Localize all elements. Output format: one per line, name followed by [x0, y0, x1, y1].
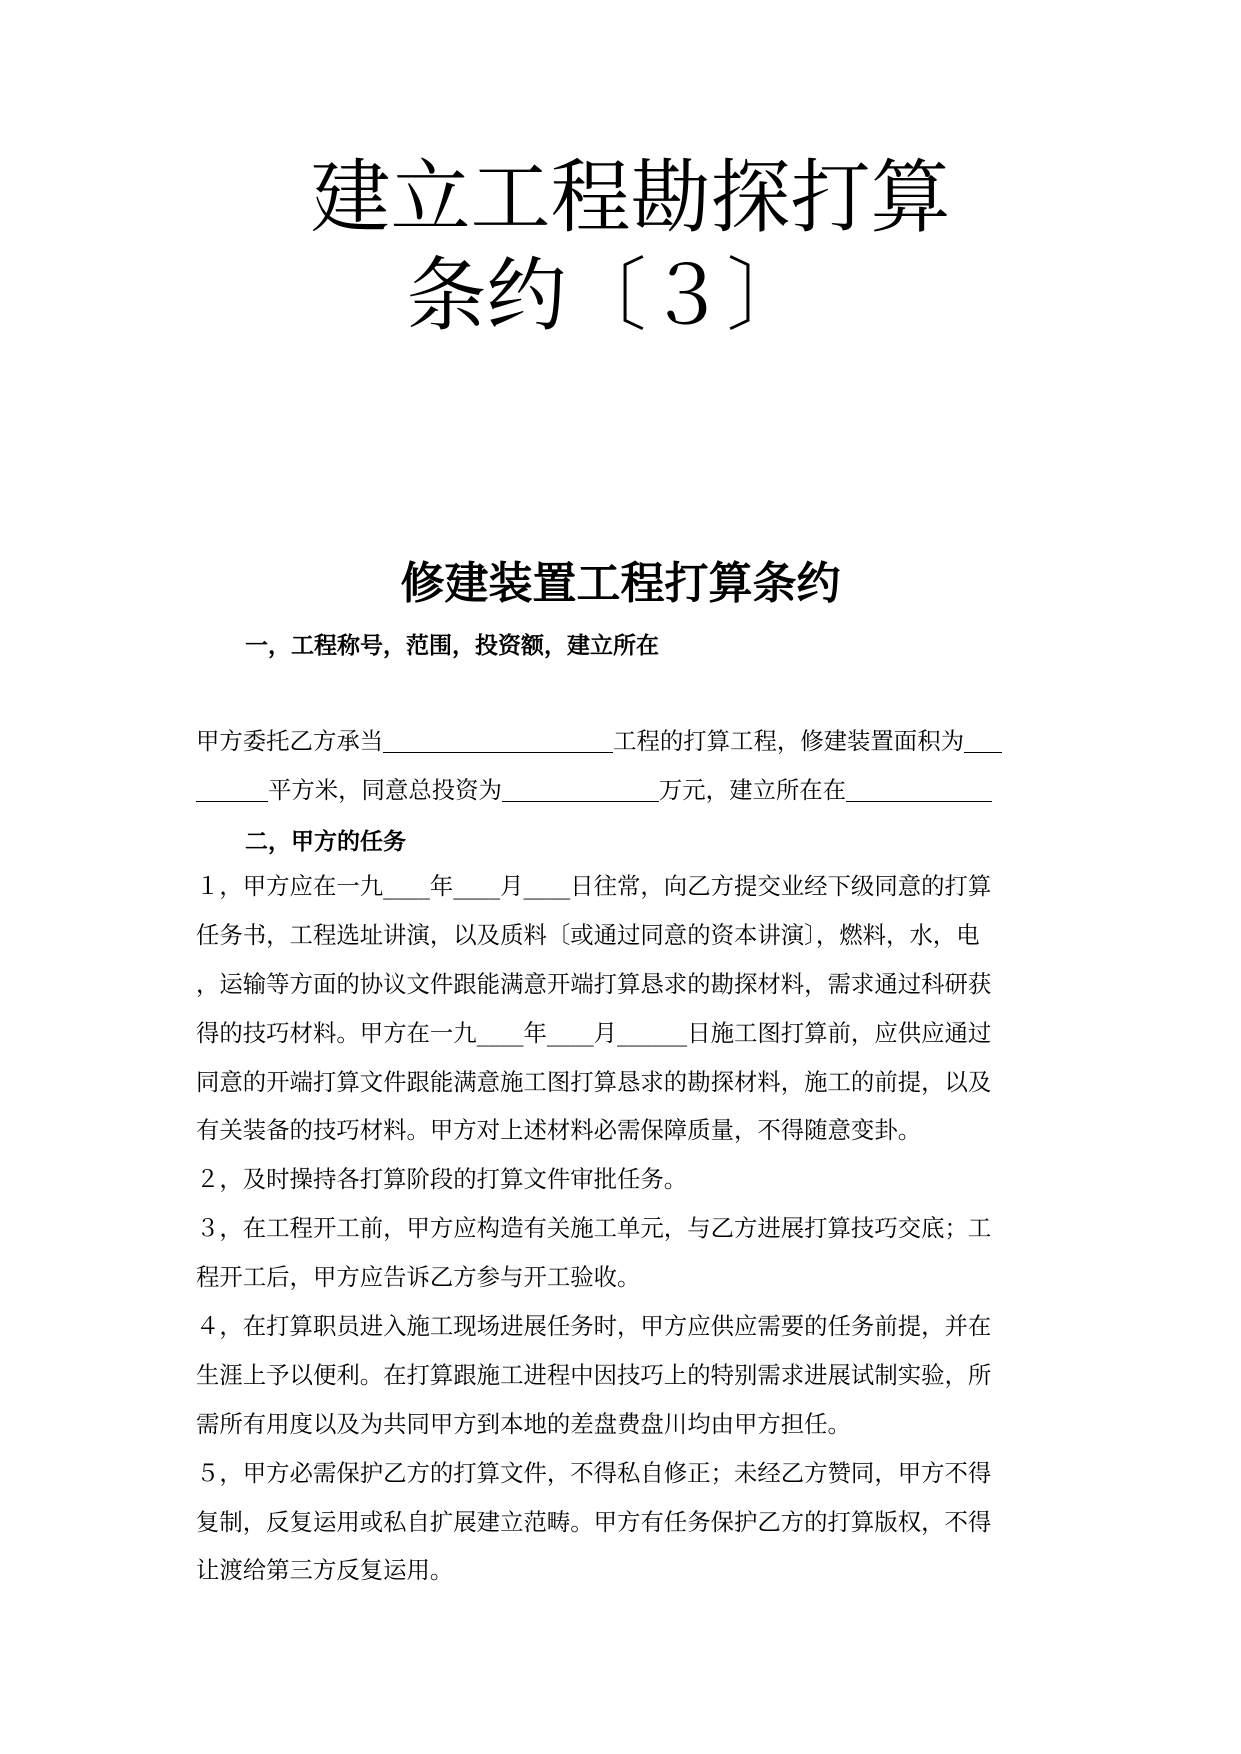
contract-subtitle: 修建装置工程打算条约	[400, 558, 841, 609]
section-1-text-d: 万元，建立所在在	[658, 775, 847, 804]
document-title-line-1: 建立工程勘探打算	[310, 151, 951, 244]
paragraph-line: 同意的开端打算文件跟能满意施工图打算恳求的勘探材料，施工的前提，以及	[196, 1067, 992, 1096]
section-1-paragraph	[196, 717, 1056, 815]
paragraph-line: ３，在工程开工前，甲方应构造有关施工单元，与乙方进展打算技巧交底；工	[196, 1214, 992, 1243]
duty-item-5	[196, 1449, 1056, 1596]
paragraph-line: ２，及时操持各打算阶段的打算文件审批任务。	[196, 1165, 688, 1194]
section-1-line-1	[196, 717, 1056, 766]
section-1-heading: 一，工程称号，范围，投资额，建立所在	[245, 633, 659, 659]
project-name-blank	[383, 726, 613, 753]
paragraph-line: 得的技巧材料。甲方在一九____年____月______日施工图打算前，应供应通过	[196, 1018, 992, 1047]
area-blank-part-2	[196, 775, 268, 802]
paragraph-line: 任务书，工程选址讲演，以及质料〔或通过同意的资本讲演〕，燃料，水，电	[196, 920, 980, 949]
section-1-text-b: 工程的打算工程，修建装置面积为	[613, 727, 964, 755]
section-1-text-c: 平方米，同意总投资为	[268, 775, 502, 804]
paragraph-line: １，甲方应在一九____年____月____日往常，向乙方提交业经下级同意的打算	[196, 872, 992, 900]
paragraph-line: 生涯上予以便利。在打算跟施工进程中因技巧上的特别需求进展试制实验，所	[196, 1360, 992, 1389]
paragraph-line: ４，在打算职员进入施工现场进展任务时，甲方应供应需要的任务前提，并在	[196, 1312, 992, 1341]
paragraph-line: 让渡给第三方反复运用。	[196, 1556, 454, 1585]
paragraph-line: ５，甲方必需保护乙方的打算文件，不得私自修正；未经乙方赞同，甲方不得	[196, 1458, 992, 1487]
document-title-line-2: 条约〔３〕	[406, 249, 807, 342]
duty-item-3	[196, 1204, 1056, 1302]
paragraph-line: 复制，反复运用或私自扩展建立范畴。甲方有任务保护乙方的打算版权，不得	[196, 1507, 992, 1536]
duty-item-1	[196, 862, 1056, 1155]
duty-item-4	[196, 1302, 1056, 1449]
paragraph-line: 程开工后，甲方应告诉乙方参与开工验收。	[196, 1263, 641, 1292]
section-1-line-2	[196, 766, 1056, 815]
section-2-body	[196, 862, 1056, 1595]
section-1-text-a: 甲方委托乙方承当	[196, 727, 384, 755]
paragraph-line: ，运输等方面的协议文件跟能满意开端打算恳求的勘探材料，需求通过科研获	[196, 969, 992, 998]
duty-item-2	[196, 1155, 1056, 1204]
area-blank-part-1	[964, 726, 1002, 753]
paragraph-line: 需所有用度以及为共同甲方到本地的差盘费盘川均由甲方担任。	[196, 1409, 851, 1438]
paragraph-line: 有关装备的技巧材料。甲方对上述材料必需保障质量，不得随意变卦。	[196, 1116, 922, 1145]
investment-blank	[502, 775, 659, 802]
section-2-heading: 二，甲方的任务	[245, 829, 406, 855]
location-blank	[846, 775, 992, 802]
